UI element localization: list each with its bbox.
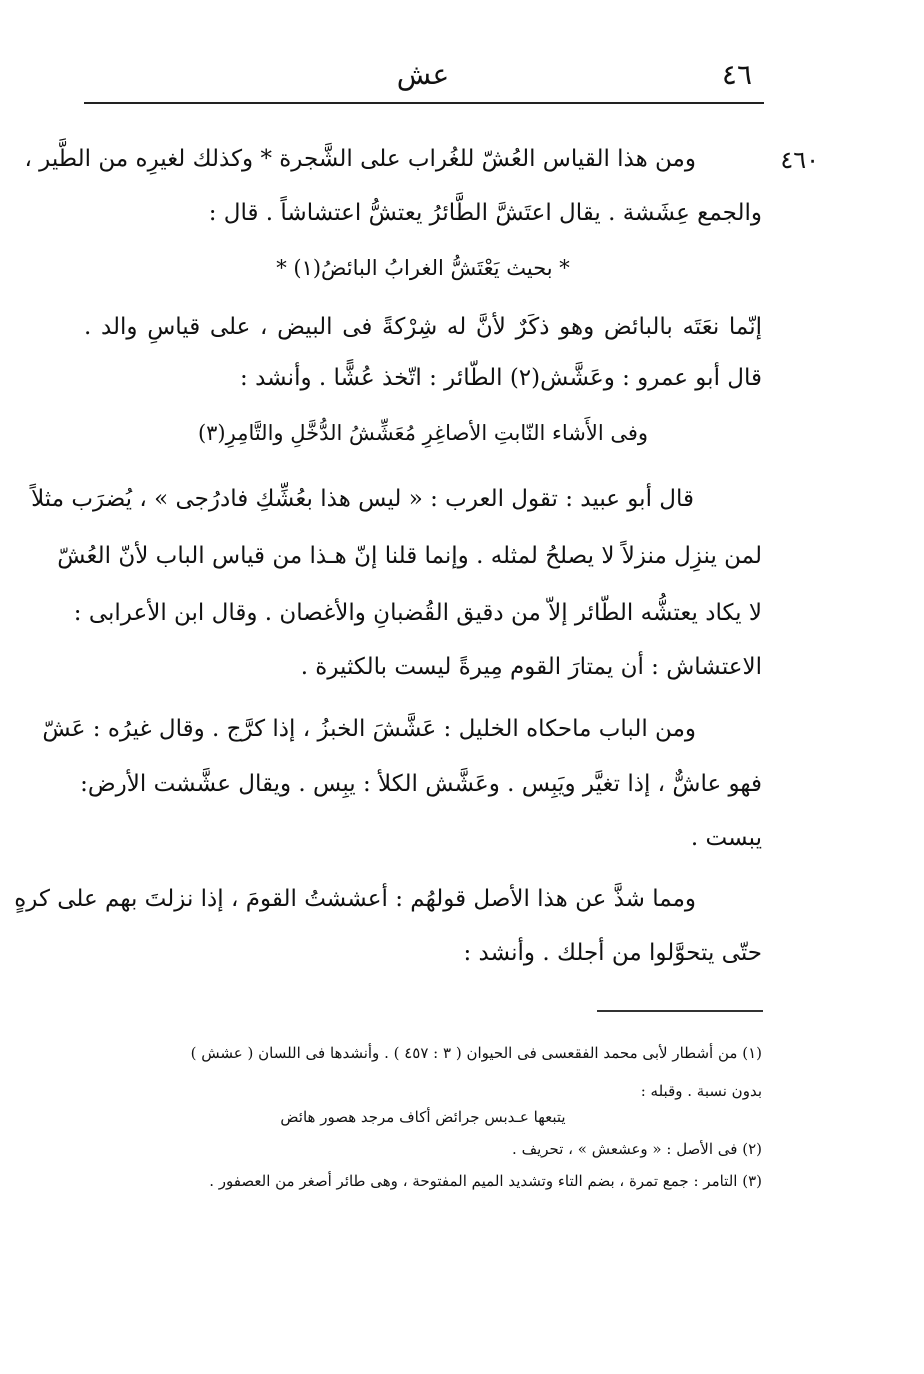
text-line: الاعتشاش : أن يمتارَ القوم مِيرةً ليست بالكثيرة . [300,654,762,680]
text-line: والجمع عِشَشة . يقال اعتَشَّ الطَّائرُ يعتشُّ اعتشاشاً . قال : [208,200,762,226]
text-line: يبست . [690,825,762,851]
running-head: عش [396,58,450,91]
page-number: ٤٦ [721,58,752,91]
footnote: (٣) التامر : جمع تمرة ، بضم التاء وتشديد الميم المفتوحة ، وهى طائر أصغر من العصفور . [209,1172,762,1190]
footnote-rule [597,1010,763,1012]
text-line: قال أبو عمرو : وعَشَّش(٢) الطّائر : اتّخذ عُشًّا . وأنشد : [240,365,762,391]
footnote: بدون نسبة . وقبله : [640,1082,762,1100]
text-line: ومن الباب ماحكاه الخليل : عَشَّشَ الخبزُ ، إذا كرَّج . وقال غيرُه : عَشّ [42,716,696,742]
text-line: لا يكاد يعتشُّه الطّائر إلاّ من دقيق القُضبانِ والأغصان . وقال ابن الأعرابى : [73,600,762,626]
text-line: ومما شذَّ عن هذا الأصل قولهُم : أعششتُ القومَ ، إذا نزلتَ بهم على كرهٍ [14,886,696,912]
footnote-verse: يتبعها عـدبس جرائض أكاف مرجد هصور هائض [280,1108,566,1126]
page-header [84,52,762,100]
verse-line: وفى الأَشاء النّابتِ الأصاغِرِ مُعَشِّشُ الدُّخَّلِ والتَّامِرِ(٣) [197,421,649,445]
footnote: (١) من أشطار لأبى محمد الفقعسى فى الحيوان ( ٣ : ٤٥٧ ) . وأنشدها فى اللسان ( عشش ) [190,1044,762,1062]
text-line: حتّى يتحوَّلوا من أجلك . وأنشد : [463,940,762,966]
text-line: إنّما نعَتَه بالبائض وهو ذكَرٌ لأنَّ له شِرْكةً فى البيض ، على قياسِ والد . [84,314,762,340]
entry-number: ٤٦٠ [780,146,819,174]
text-line: ومن هذا القياس العُشّ للغُراب على الشَّجرة * وكذلك لغيرِه من الطَّير ، [24,146,696,172]
verse-line: * بحيث يَعْتَشُّ الغرابُ البائضُ(١) * [276,256,570,280]
text-line: قال أبو عبيد : تقول العرب : « ليس هذا بعُشِّكِ فادرُجى » ، يُضرَب مثلاً [31,486,694,512]
text-line: فهو عاشٌّ ، إذا تغيَّر ويَبِس . وعَشَّش الكلأ : يبِس . ويقال عشَّشت الأرض: [80,771,762,797]
header-rule [84,102,764,104]
text-line: لمن ينزِل منزلاً لا يصلحُ لمثله . وإنما قلنا إنّ هـذا من قياس الباب لأنّ العُشّ [57,543,762,569]
footnote: (٢) فى الأصل : « وعشعش » ، تحريف . [512,1140,762,1158]
